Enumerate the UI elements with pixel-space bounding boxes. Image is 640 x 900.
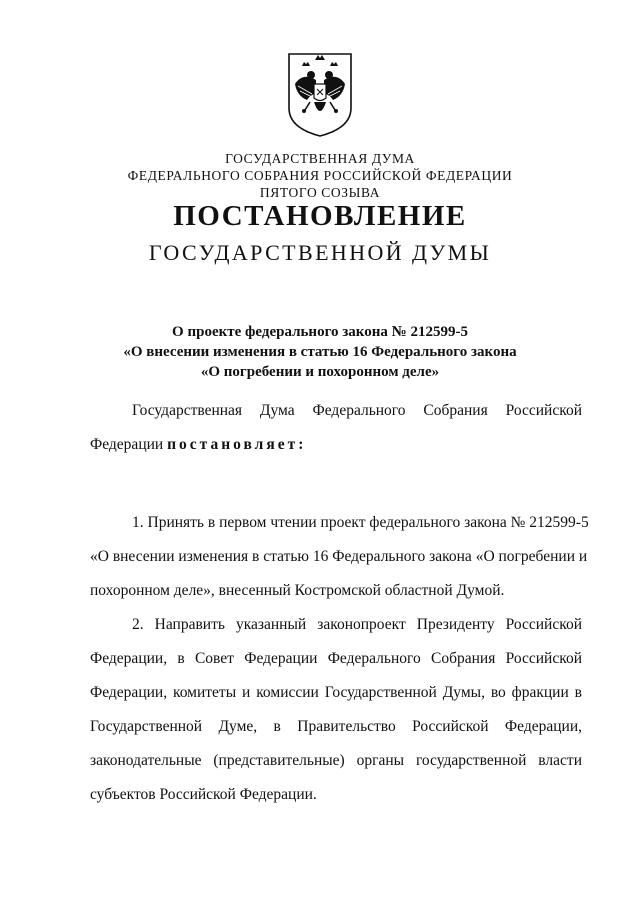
item-2-line-6: субъектов Российской Федерации. xyxy=(90,786,317,803)
item-2-line-2: Федерации, в Совет Федерации Федерального Собрания Российской xyxy=(90,650,582,667)
preamble-line-2 xyxy=(90,428,582,462)
document-subtitle: ГОСУДАРСТВЕННОЙ ДУМЫ xyxy=(148,240,492,265)
subject-line-1: О проекте федерального закона № 212599-5 xyxy=(172,324,468,340)
decision-keyword: постановляет: xyxy=(167,436,307,453)
document-title: ПОСТАНОВЛЕНИЕ xyxy=(173,200,467,232)
item-1-paragraph xyxy=(90,506,589,608)
item-2-paragraph xyxy=(90,608,582,812)
item-1-line-1: 1. Принять в первом чтении проект федерального закона № 212599-5 xyxy=(132,514,589,531)
subject-line-3: «О погребении и похоронном деле» xyxy=(200,364,440,380)
header-line-2: ФЕДЕРАЛЬНОГО СОБРАНИЯ РОССИЙСКОЙ ФЕДЕРАЦИИ xyxy=(127,168,513,183)
header-line-1: ГОСУДАРСТВЕННАЯ ДУМА xyxy=(225,151,415,166)
item-1-line-3: похоронном деле», внесенный Костромской областной Думой. xyxy=(90,582,505,599)
issuing-body-header xyxy=(0,150,640,201)
preamble-line-1: Государственная Дума Федерального Собрания Российской xyxy=(132,402,582,419)
item-2-line-4: Государственной Думе, в Правительство Российской Федерации, xyxy=(90,718,582,735)
item-2-line-3: Федерации, комитеты и комиссии Государственной Думы, во фракции в xyxy=(90,684,582,701)
coat-of-arms-emblem xyxy=(285,50,355,140)
item-1-line-2: «О внесении изменения в статью 16 Федерального закона «О погребении и xyxy=(90,548,588,565)
preamble-paragraph xyxy=(90,394,582,462)
item-2-line-5: законодательные (представительные) органы государственной власти xyxy=(90,752,582,769)
item-2-line-1: 2. Направить указанный законопроект Президенту Российской xyxy=(132,616,582,633)
header-line-3: ПЯТОГО СОЗЫВА xyxy=(259,185,381,200)
preamble-prefix: Федерации xyxy=(90,436,168,453)
document-subject xyxy=(0,322,640,382)
subject-line-2: «О внесении изменения в статью 16 Федерального закона xyxy=(123,344,517,360)
